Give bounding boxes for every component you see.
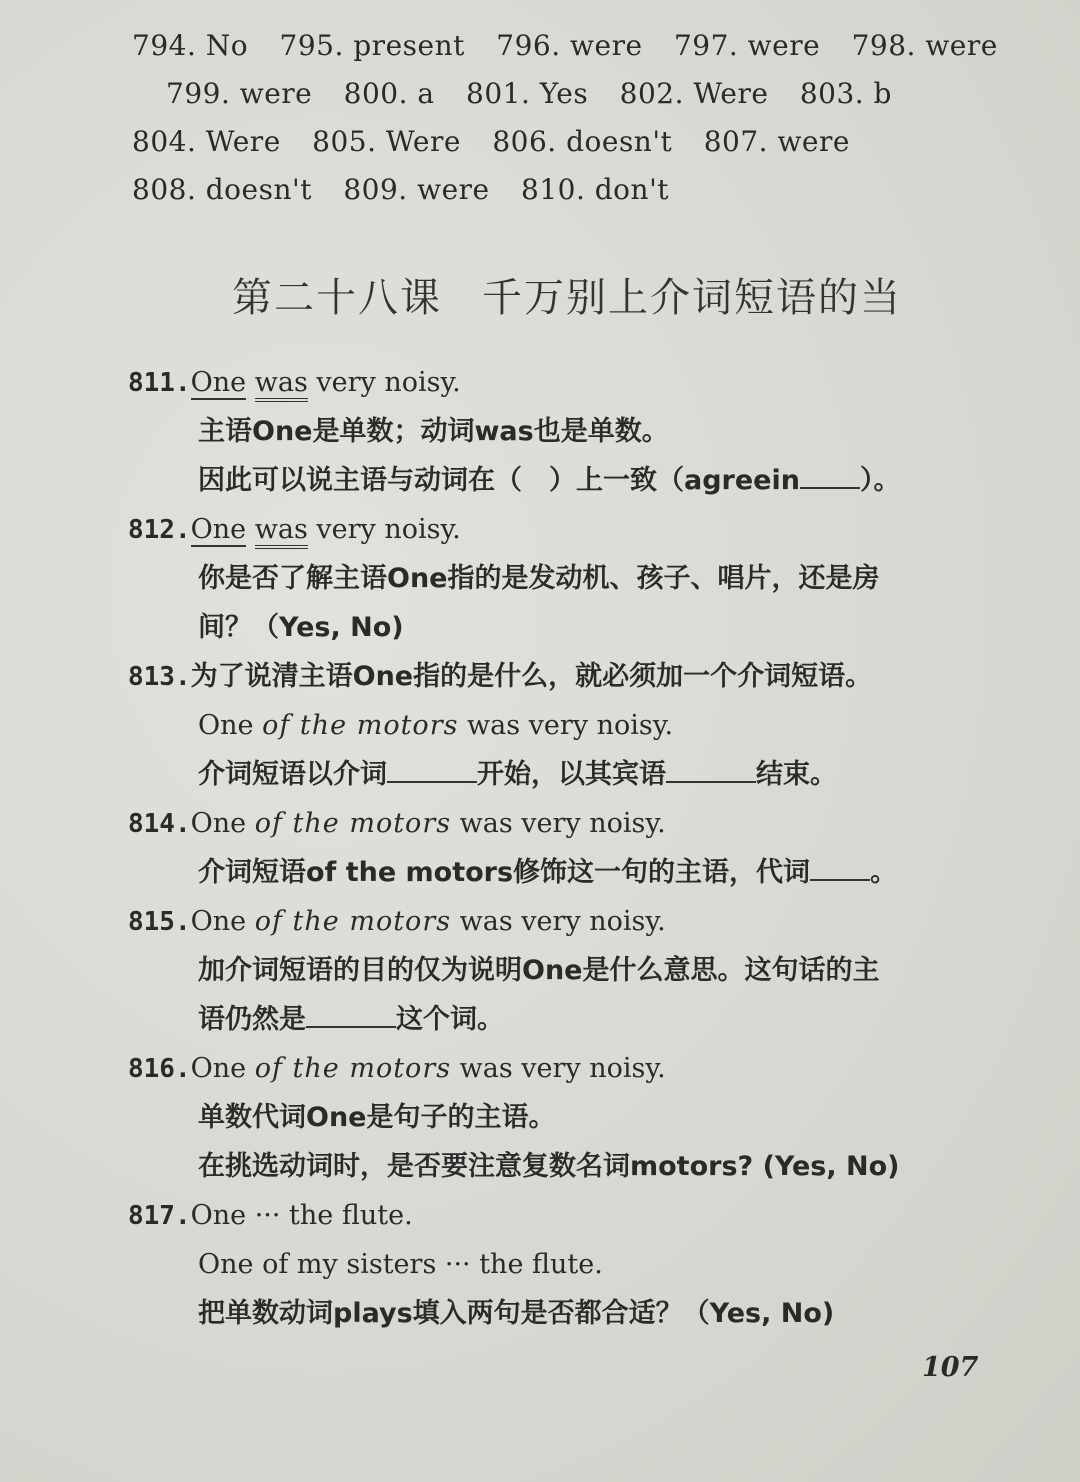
item-811-line-3 (128, 456, 1028, 505)
item-816-line-2: 单数代词One是句子的主语。 (198, 1102, 556, 1133)
item-813-line-3 (128, 750, 1028, 799)
question-text: 这个词。 (396, 1004, 504, 1035)
answer-item: 809. were (343, 173, 490, 206)
sentence-part: One (190, 808, 255, 839)
subject-word: One (190, 367, 247, 398)
question-text: 因此可以说主语与动词在（ ）上一致（agreein (198, 465, 800, 496)
verb-word: was (255, 514, 308, 549)
prepositional-phrase: of the motors (254, 808, 452, 839)
item-815-line-1 (128, 897, 1028, 946)
answer-item: 800. a (343, 77, 435, 110)
sentence-part: was very noisy. (451, 808, 666, 839)
item-815-line-3 (128, 995, 1028, 1044)
answer-line-4 (132, 166, 1032, 214)
question-text: 为了说清主语One指的是什么，就必须加一个介词短语。 (190, 661, 873, 692)
answer-item: 810. don't (521, 173, 670, 206)
item-813-line-2 (128, 701, 1028, 750)
answer-item: 806. doesn't (492, 125, 673, 158)
answer-item: 799. were (166, 77, 313, 110)
answer-item: 796. were (496, 29, 643, 62)
item-number: 811. (128, 368, 191, 398)
answer-item: 807. were (703, 125, 850, 158)
item-813-line-1 (128, 652, 1028, 701)
verb-word: was (255, 367, 308, 402)
item-816-line-1 (128, 1044, 1028, 1093)
question-text: 介词短语of the motors修饰这一句的主语，代词 (198, 857, 811, 888)
answer-blank (810, 857, 870, 881)
item-number: 817. (128, 1201, 191, 1231)
item-811-line-1 (128, 358, 1028, 407)
answer-line-2 (132, 70, 1032, 118)
item-817-line-2: One of my sisters ··· the flute. (198, 1249, 603, 1280)
answer-item: 805. Were (312, 125, 461, 158)
item-812-line-2: 你是否了解主语One指的是发动机、孩子、唱片，还是房 (198, 563, 880, 594)
sentence-part: was very noisy. (458, 710, 674, 741)
question-text: 开始，以其宾语 (477, 759, 666, 790)
question-text: 结束。 (756, 759, 837, 790)
answer-item: 801. Yes (466, 77, 589, 110)
answer-item: 803. b (799, 77, 892, 110)
item-811-line-2: 主语One是单数；动词was也是单数。 (198, 416, 669, 447)
lesson-number: 第二十八课 (232, 275, 442, 321)
answer-item: 798. were (851, 29, 998, 62)
item-817-line-3: 把单数动词plays填入两句是否都合适？（Yes, No) (198, 1298, 835, 1329)
answer-item: 797. were (673, 29, 821, 62)
answer-blank (306, 1004, 396, 1028)
sentence-part: was very noisy. (451, 1053, 666, 1084)
subject-word: One (190, 514, 247, 545)
question-text: 介词短语以介词 (198, 759, 387, 790)
item-number: 814. (128, 809, 191, 839)
answer-blank (800, 465, 860, 489)
sentence-part: One (198, 710, 263, 741)
item-817-line-1 (128, 1191, 1028, 1240)
prepositional-phrase: of the motors (262, 710, 459, 741)
item-number: 813. (128, 662, 191, 692)
sentence-part: One (190, 1053, 255, 1084)
item-812-line-3: 间？（Yes, No) (198, 612, 404, 643)
page-number: 107 (922, 1352, 979, 1383)
sentence-part: was very noisy. (451, 906, 666, 937)
item-812-line-1 (128, 505, 1028, 554)
answer-item: 808. doesn't (132, 173, 312, 206)
answer-blank (666, 759, 756, 783)
question-text: 语仍然是 (198, 1004, 306, 1035)
sentence-part: One (190, 906, 255, 937)
answer-item: 804. Were (132, 125, 281, 158)
sentence-part: One ··· the flute. (190, 1200, 413, 1231)
answer-item: 794. No (132, 29, 249, 62)
item-number: 812. (128, 515, 191, 545)
item-814-line-2 (128, 848, 1028, 897)
question-text: 。 (870, 857, 898, 888)
prepositional-phrase: of the motors (254, 906, 452, 937)
lesson-name: 千万别上介词短语的当 (482, 275, 902, 321)
answer-blank (387, 759, 477, 783)
item-816-line-3: 在挑选动词时，是否要注意复数名词motors? (Yes, No) (198, 1151, 900, 1182)
sentence-rest: very noisy. (307, 367, 461, 398)
answer-line-1 (132, 22, 1032, 70)
answer-key (132, 22, 1032, 214)
lesson-title (232, 266, 932, 323)
item-number: 815. (128, 907, 191, 937)
item-815-line-2: 加介词短语的目的仅为说明One是什么意思。这句话的主 (198, 955, 880, 986)
answer-item: 802. Were (619, 77, 769, 110)
item-number: 816. (128, 1054, 191, 1084)
item-814-line-1 (128, 799, 1028, 848)
question-text: ）。 (859, 465, 901, 496)
answer-item: 795. present (279, 29, 465, 62)
exercise-list (128, 358, 1028, 1338)
answer-line-3 (132, 118, 1032, 166)
sentence-rest: very noisy. (307, 514, 461, 545)
prepositional-phrase: of the motors (254, 1053, 452, 1084)
